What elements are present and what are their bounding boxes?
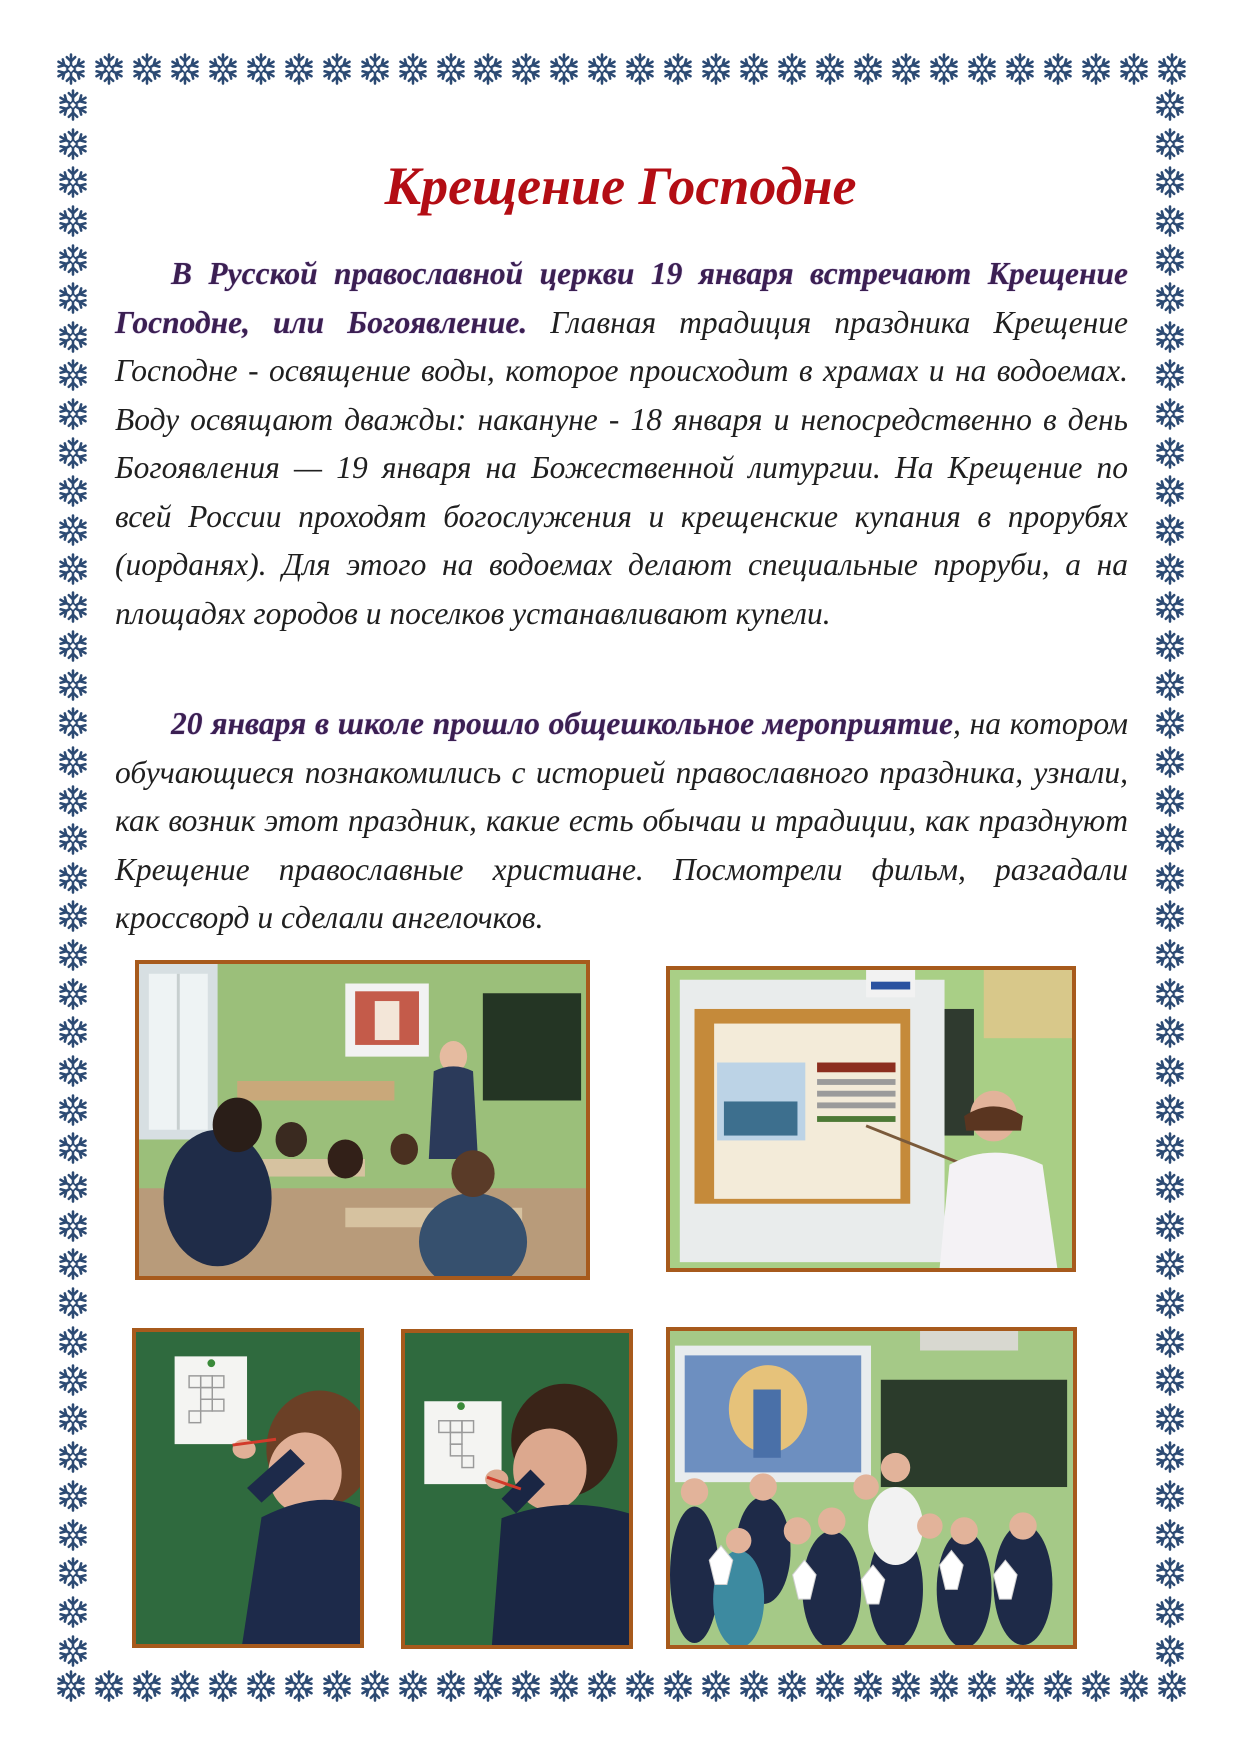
snowflake-icon [168,1669,202,1703]
snowflake-icon [434,52,468,86]
snowflake-icon [1079,1669,1113,1703]
snowflake-icon [56,552,90,586]
snowflake-icon [168,52,202,86]
snowflake-icon [56,281,90,315]
snowflake-icon [661,52,695,86]
snowflake-icon [775,52,809,86]
snowflake-icon [509,52,543,86]
snowflake-icon [1153,358,1187,392]
photo-classroom-lesson [135,960,590,1280]
paragraph-text: , на котором обучающиеся познакомились с историей православного праздника, узнали, как возник этот праздник, какие есть обычаи и традиции, как празднуют Крещение православные христиане. Посмотрели фильм, разгадали кроссворд и сделали ангелочков. [115,706,1128,935]
snowflake-icon [54,1669,88,1703]
snowflake-icon [1153,513,1187,547]
snowflake-icon [206,1669,240,1703]
snowflake-icon [1153,397,1187,431]
snowflake-icon [1155,1669,1189,1703]
snowflake-icon [56,1440,90,1474]
snowflake-icon [1153,706,1187,740]
snowflake-icon [1153,899,1187,933]
snowflake-icon [509,1669,543,1703]
snowflake-icon [206,52,240,86]
snowflake-icon [661,1669,695,1703]
snowflake-icon [1153,1131,1187,1165]
snowflake-icon [1153,745,1187,779]
snowflake-icon [737,1669,771,1703]
photo-crossword-boy-2 [401,1329,633,1649]
snowflake-icon [1153,784,1187,818]
snowflake-icon [130,1669,164,1703]
paragraph-lead: В Русской православной церкви 19 января встречают Крещение Господне, или Богоявление. [115,256,1128,340]
snowflake-icon [358,1669,392,1703]
snowflake-icon [56,977,90,1011]
snowflake-icon [434,1669,468,1703]
snowflake-icon [471,52,505,86]
snowflake-icon [1041,52,1075,86]
snowflake-icon [56,1247,90,1281]
snowflake-icon [56,590,90,624]
snowflake-icon [699,1669,733,1703]
snowflake-icon [56,668,90,702]
snowflake-icon [1153,1170,1187,1204]
snowflake-icon [54,52,88,86]
border-right [1151,88,1189,1668]
snowflake-icon [56,1054,90,1088]
photo-crossword-boy-1 [132,1328,364,1648]
snowflake-icon [56,745,90,779]
snowflake-icon [1153,977,1187,1011]
snowflake-icon [130,52,164,86]
snowflake-icon [1153,1634,1187,1668]
snowflake-icon [244,52,278,86]
snowflake-icon [1153,243,1187,277]
snowflake-icon [56,88,90,122]
snowflake-icon [547,52,581,86]
snowflake-icon [1153,938,1187,972]
snowflake-icon [92,1669,126,1703]
snowflake-icon [623,52,657,86]
snowflake-icon [889,52,923,86]
snowflake-icon [1153,281,1187,315]
snowflake-icon [282,1669,316,1703]
border-left [54,88,92,1668]
border-bottom [54,1667,1189,1705]
snowflake-icon [737,52,771,86]
snowflake-icon [1003,1669,1037,1703]
photo-children-with-angels [666,1327,1077,1649]
snowflake-icon [1153,861,1187,895]
snowflake-icon [56,1170,90,1204]
snowflake-icon [56,474,90,508]
snowflake-icon [56,1634,90,1668]
snowflake-icon [56,1595,90,1629]
snowflake-icon [56,899,90,933]
snowflake-icon [851,52,885,86]
snowflake-icon [471,1669,505,1703]
snowflake-icon [282,52,316,86]
snowflake-icon [1153,474,1187,508]
paragraph-lead: 20 января в школе прошло общешкольное мероприятие [171,706,953,741]
snowflake-icon [56,1402,90,1436]
snowflake-icon [1153,1093,1187,1127]
snowflake-icon [585,1669,619,1703]
page-title: Крещение Господне [384,156,857,216]
snowflake-icon [1079,52,1113,86]
snowflake-icon [623,1669,657,1703]
snowflake-icon [244,1669,278,1703]
photo-student-at-board [666,966,1076,1272]
snowflake-icon [56,1556,90,1590]
snowflake-icon [1153,1363,1187,1397]
snowflake-icon [56,784,90,818]
snowflake-icon [547,1669,581,1703]
snowflake-icon [1153,552,1187,586]
snowflake-icon [56,436,90,470]
snowflake-icon [56,1286,90,1320]
snowflake-icon [320,1669,354,1703]
snowflake-icon [1153,590,1187,624]
snowflake-icon [56,1015,90,1049]
snowflake-icon [56,1131,90,1165]
snowflake-icon [56,1209,90,1243]
snowflake-icon [889,1669,923,1703]
snowflake-icon [56,822,90,856]
paragraph-school-event [115,700,1128,943]
snowflake-icon [56,397,90,431]
snowflake-icon [1153,1325,1187,1359]
snowflake-icon [1153,436,1187,470]
paragraph-holiday [115,250,1128,638]
snowflake-icon [813,1669,847,1703]
snowflake-icon [585,52,619,86]
snowflake-icon [56,706,90,740]
snowflake-icon [1003,52,1037,86]
snowflake-icon [1153,1518,1187,1552]
snowflake-icon [1153,1247,1187,1281]
snowflake-icon [56,938,90,972]
paragraph-text: Главная традиция праздника Крещение Господне - освящение воды, которое происходит в храмах и на водоемах. Воду освящают дважды: накануне - 18 января и непосредственно в день Богоявления — 19 января на Божественной литургии. На Крещение по всей России проходят богослужения и крещенские купания в прорубях (иорданях). Для этого на водоемах делают специальные проруби, а на площадях городов и поселков устанавливают купели. [115,304,1128,631]
snowflake-icon [56,1093,90,1127]
border-top [54,50,1189,88]
snowflake-icon [56,1479,90,1513]
snowflake-icon [56,861,90,895]
snowflake-icon [1153,822,1187,856]
snowflake-icon [358,52,392,86]
snowflake-icon [56,320,90,354]
snowflake-icon [396,52,430,86]
snowflake-icon [56,358,90,392]
snowflake-icon [775,1669,809,1703]
snowflake-icon [965,52,999,86]
snowflake-icon [1153,1402,1187,1436]
snowflake-icon [320,52,354,86]
snowflake-icon [927,52,961,86]
snowflake-icon [1153,1054,1187,1088]
snowflake-icon [56,629,90,663]
snowflake-icon [813,52,847,86]
snowflake-icon [1041,1669,1075,1703]
snowflake-icon [1153,320,1187,354]
snowflake-icon [1153,1556,1187,1590]
snowflake-icon [1153,1595,1187,1629]
snowflake-icon [927,1669,961,1703]
snowflake-icon [699,52,733,86]
snowflake-icon [396,1669,430,1703]
snowflake-icon [965,1669,999,1703]
snowflake-icon [56,1518,90,1552]
snowflake-icon [1153,1440,1187,1474]
snowflake-icon [56,243,90,277]
snowflake-icon [1153,668,1187,702]
snowflake-icon [1117,1669,1151,1703]
snowflake-icon [56,513,90,547]
snowflake-icon [92,52,126,86]
snowflake-icon [1153,1479,1187,1513]
snowflake-icon [1153,1209,1187,1243]
snowflake-icon [1153,629,1187,663]
snowflake-icon [56,1363,90,1397]
snowflake-icon [1155,52,1189,86]
snowflake-icon [851,1669,885,1703]
snowflake-icon [1153,1015,1187,1049]
snowflake-icon [56,1325,90,1359]
snowflake-icon [1117,52,1151,86]
snowflake-icon [1153,1286,1187,1320]
snowflake-icon [1153,88,1187,122]
